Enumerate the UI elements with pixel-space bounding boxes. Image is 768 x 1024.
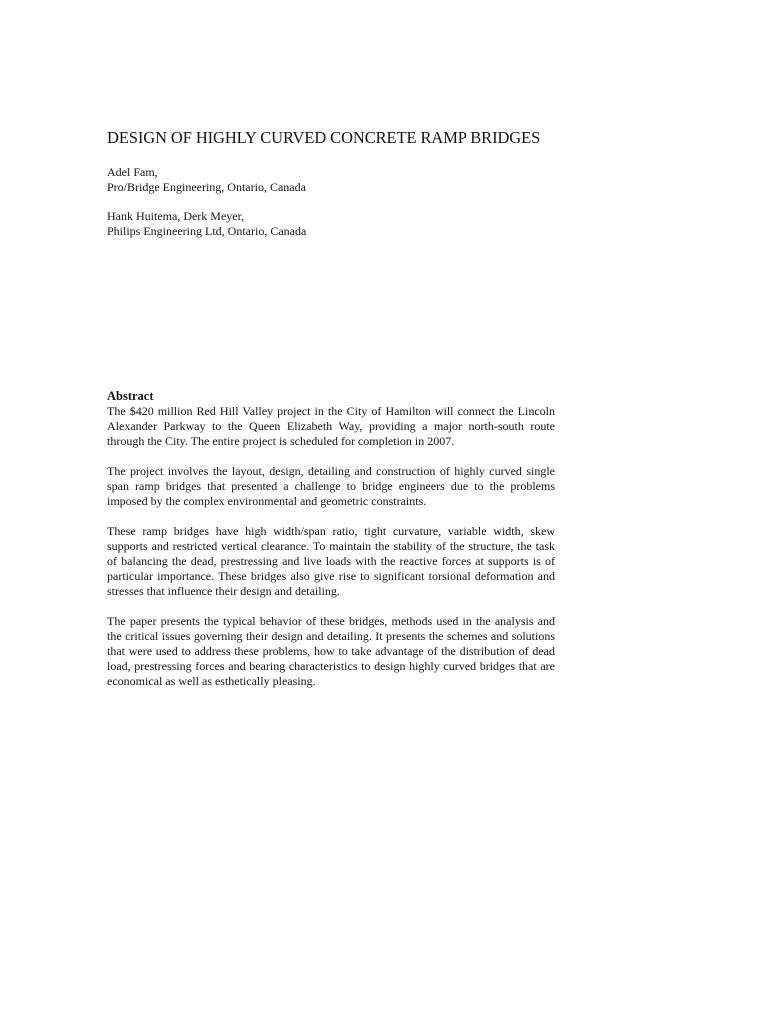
abstract-paragraph-1: The $420 million Red Hill Valley project in the City of Hamilton will connect the Lincoln Alexander Parkway to the Queen Elizabeth Way, providing a major north-south route through the City. The entire project is scheduled for completion in 2007. xyxy=(107,404,555,448)
abstract-paragraph-3: These ramp bridges have high width/span ratio, tight curvature, variable width, skew supports and restricted vertical clearance. To maintain the stability of the structure, the task of balancing the dead, prestressing and live loads with the reactive forces at supports is of particular importance. These bridges also give rise to significant torsional deformation and stresses that influence their design and detailing. xyxy=(107,524,555,598)
abstract-paragraph-2: The project involves the layout, design, detailing and construction of highly curved single span ramp bridges that presented a challenge to bridge engineers due to the problems imposed by the complex environmental and geometric constraints. xyxy=(107,464,555,508)
paper-title: DESIGN OF HIGHLY CURVED CONCRETE RAMP BRIDGES xyxy=(107,128,541,147)
author-affiliation: Philips Engineering Ltd, Ontario, Canada xyxy=(107,224,307,238)
author-affiliation: Pro/Bridge Engineering, Ontario, Canada xyxy=(107,180,306,194)
author-names: Adel Fam, xyxy=(107,165,158,179)
author-block-1 xyxy=(107,165,567,195)
author-names: Hank Huitema, Derk Meyer, xyxy=(107,209,245,223)
abstract-heading: Abstract xyxy=(107,389,154,403)
author-block-2 xyxy=(107,209,567,239)
abstract-paragraph-4: The paper presents the typical behavior of these bridges, methods used in the analysis and the critical issues governing their design and detailing. It presents the schemes and solutions that were used to address these problems, how to take advantage of the distribution of dead load, prestressing forces and bearing characteristics to design highly curved bridges that are economical as well as esthetically pleasing. xyxy=(107,614,555,688)
abstract-section xyxy=(107,389,555,704)
